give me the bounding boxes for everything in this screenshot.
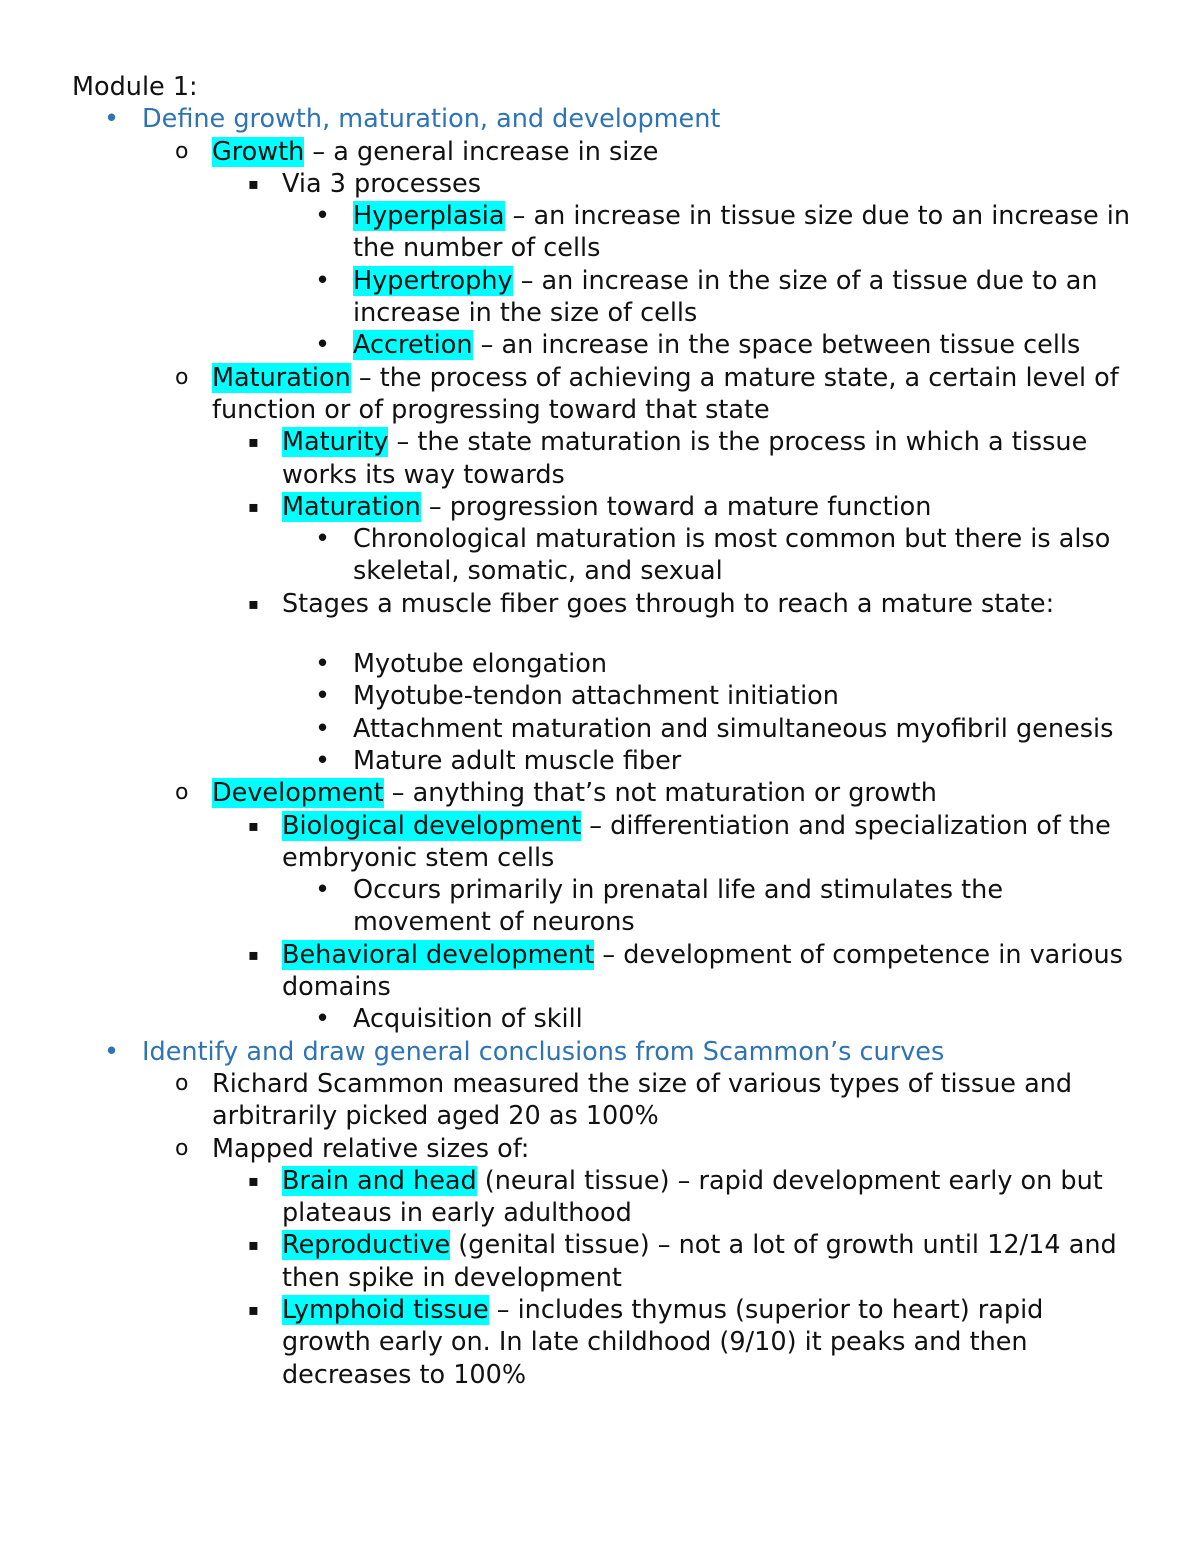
highlighted-term: Behavioral development — [282, 939, 595, 970]
list-item-maturation-progression — [72, 491, 1140, 523]
bullet-marker: • — [315, 524, 331, 555]
definition-text: (neural tissue) – rapid development early on but plateaus in early adulthood — [282, 1165, 1103, 1229]
bullet-marker: • — [315, 201, 331, 232]
list-item-brain-head — [72, 1165, 1140, 1230]
bullet-marker: ▪ — [248, 1299, 259, 1319]
highlighted-term: Maturation — [212, 362, 351, 393]
list-item-hypertrophy — [72, 265, 1140, 330]
bullet-marker: • — [315, 745, 331, 776]
item-text: Richard Scammon measured the size of various types of tissue and arbitrarily picked aged 20 as 100% — [212, 1068, 1073, 1132]
bullet-marker: o — [175, 780, 189, 806]
definition-text: – development of competence in various domains — [282, 939, 1123, 1003]
bullet-marker: o — [175, 364, 189, 390]
section-heading-define — [72, 103, 1140, 135]
list-item-myotube-elongation — [72, 648, 1140, 680]
list-item-growth — [72, 136, 1140, 168]
item-text: Occurs primarily in prenatal life and stimulates the movement of neurons — [353, 875, 1004, 938]
bullet-marker: ▪ — [248, 944, 259, 964]
bullet-marker: • — [315, 330, 331, 361]
blank-line — [72, 620, 1140, 648]
definition-text: – the state maturation is the process in which a tissue works its way towards — [282, 427, 1088, 490]
definition-text: – includes thymus (superior to heart) rapid growth early on. In late childhood (9/10) it peaks and then decreases to 100% — [282, 1294, 1044, 1390]
bullet-marker: ▪ — [248, 1235, 259, 1255]
bullet-marker: • — [315, 681, 331, 712]
item-text: Mapped relative sizes of: — [212, 1133, 530, 1164]
bullet-marker: ▪ — [248, 432, 259, 452]
highlighted-term: Accretion — [353, 330, 473, 361]
bullet-marker: ▪ — [248, 1170, 259, 1190]
highlighted-term: Hyperplasia — [353, 201, 505, 232]
list-item-stages — [72, 588, 1140, 620]
bullet-marker: • — [315, 713, 331, 744]
item-text: Mature adult muscle fiber — [353, 745, 682, 776]
list-item-myotube-tendon — [72, 680, 1140, 712]
list-item-prenatal — [72, 874, 1140, 939]
definition-text: – a general increase in size — [304, 136, 659, 167]
bullet-marker: ▪ — [248, 496, 259, 516]
list-item-via-processes — [72, 168, 1140, 200]
bullet-marker: ▪ — [248, 173, 259, 193]
item-text: Attachment maturation and simultaneous myofibril genesis — [353, 713, 1114, 744]
list-item-reproductive — [72, 1229, 1140, 1294]
bullet-marker: ▪ — [248, 815, 259, 835]
definition-text: – progression toward a mature function — [420, 491, 932, 522]
module-title: Module 1: — [72, 72, 198, 102]
list-item-richard-scammon — [72, 1068, 1140, 1133]
highlighted-term: Maturation — [282, 491, 421, 522]
bullet-marker: • — [315, 265, 331, 296]
definition-text: – an increase in tissue size due to an increase in the number of cells — [353, 201, 1131, 264]
list-item-maturation — [72, 362, 1140, 427]
list-item-mapped-sizes — [72, 1133, 1140, 1165]
list-item-chronological — [72, 523, 1140, 588]
bullet-marker: • — [315, 1004, 331, 1035]
bullet-marker: • — [315, 649, 331, 680]
highlighted-term: Brain and head — [282, 1165, 477, 1196]
bullet-marker: • — [104, 1036, 120, 1067]
definition-text: – anything that’s not maturation or growth — [383, 778, 937, 809]
list-item-development — [72, 777, 1140, 809]
highlighted-term: Biological development — [282, 810, 582, 841]
item-text: Myotube elongation — [353, 649, 608, 680]
section-heading-scammon — [72, 1036, 1140, 1068]
list-item-lymphoid — [72, 1294, 1140, 1391]
bullet-marker: o — [175, 138, 189, 164]
list-item-attachment-maturation — [72, 713, 1140, 745]
bullet-marker: o — [175, 1135, 189, 1161]
bullet-marker: ▪ — [248, 593, 259, 613]
section-heading-text: Define growth, maturation, and development — [142, 104, 721, 135]
highlighted-term: Maturity — [282, 427, 389, 458]
bullet-marker: o — [175, 1070, 189, 1096]
item-text: Via 3 processes — [282, 168, 481, 199]
item-text: Stages a muscle fiber goes through to reach a mature state: — [282, 588, 1055, 619]
list-item-acquisition — [72, 1003, 1140, 1035]
highlighted-term: Lymphoid tissue — [282, 1294, 489, 1325]
item-text: Chronological maturation is most common but there is also skeletal, somatic, and sexual — [353, 524, 1111, 587]
highlighted-term: Reproductive — [282, 1230, 451, 1261]
item-text: Acquisition of skill — [353, 1004, 583, 1035]
bullet-marker: • — [104, 104, 120, 135]
list-item-mature-fiber — [72, 745, 1140, 777]
definition-text: – an increase in the space between tissue cells — [472, 330, 1081, 361]
list-item-accretion — [72, 329, 1140, 361]
list-item-biological-development — [72, 810, 1140, 875]
definition-text: – the process of achieving a mature state, a certain level of function or of progressing toward that state — [212, 362, 1119, 425]
section-heading-text: Identify and draw general conclusions from Scammon’s curves — [142, 1036, 945, 1067]
highlighted-term: Development — [212, 778, 384, 809]
list-item-behavioral-development — [72, 939, 1140, 1004]
list-item-hyperplasia — [72, 200, 1140, 265]
definition-text: – differentiation and specialization of the embryonic stem cells — [282, 810, 1111, 873]
item-text: Myotube-tendon attachment initiation — [353, 681, 839, 712]
definition-text: – an increase in the size of a tissue due to an increase in the size of cells — [353, 265, 1098, 329]
definition-text: (genital tissue) – not a lot of growth until 12/14 and then spike in development — [282, 1230, 1117, 1293]
highlighted-term: Hypertrophy — [353, 265, 513, 296]
bullet-marker: • — [315, 875, 331, 906]
list-item-maturity — [72, 426, 1140, 491]
highlighted-term: Growth — [212, 136, 305, 167]
